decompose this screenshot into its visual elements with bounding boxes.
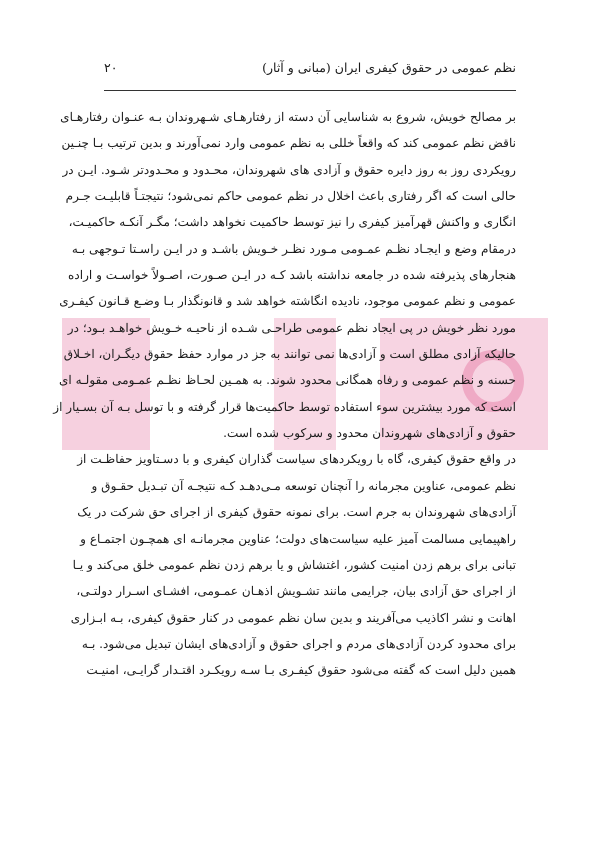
- text-line-paragraph-end: حقوق و آزادی‌های شهروندان محدود و سرکوب شده است.: [223, 426, 516, 441]
- text-line: راهپیمایی مسالمت آمیز علیه سیاست‌های دولت؛ عناوین مجرمانـه ای همچـون اجتمـاع و: [80, 531, 516, 546]
- text-line: در واقع حقوق کیفری، گاه با رویکردهای سیاست گذاران کیفری و با دسـتاویز حفاظـت از: [77, 452, 516, 467]
- text-line: آزادی‌های شهروندان به جرم است. برای نمونه حقوق کیفری از اجرای حق شرکت در یک: [77, 505, 516, 520]
- text-line: برای محدود کردن آزادی‌های مردم و اجرای حقوق و آزادی‌های ایشان تبدیل می‌شود. بـه: [81, 636, 516, 651]
- page-number: ۲۰: [104, 60, 118, 75]
- text-line: اهانت و نشر اکاذیب می‌آفریند و بدین سان نظم عمومی در کنار حقوق کیفری، بـه ابـزاری: [70, 610, 516, 625]
- text-line: حالیکه آزادی مطلق است و آزادی‌ها نمی توانند به جز در موارد حفظ حقوق دیگـران، اخـلاق: [63, 347, 516, 362]
- text-line: درمقام وضع و ایجـاد نظـم عمـومی مـورد نظـر خـویش باشـد و در ایـن راسـتا تـوجهی بـه: [71, 241, 516, 256]
- text-line: عمومی و نظم عمومی موجود، نادیده انگاشته خواهد شد و قانونگذار بـا وضـع قـانون کیفـری: [59, 294, 516, 309]
- header-title: نظم عمومی در حقوق کیفری ایران (مبانی و آثار): [262, 60, 516, 75]
- text-line: بر مصالح خویش، شروع به شناسایی آن دسته از رفتارهـای شـهروندان بـه عنـوان رفتارهـای: [60, 110, 516, 124]
- text-line: نظم عمومی، عناوین مجرمانه را آنچنان توسعه مـی‌دهـد کـه نتیجـه آن تبـدیل حقـوق و: [91, 478, 516, 493]
- text-line: همین دلیل است که گفته می‌شود حقوق کیفـری بـا سـه رویکـرد اقتـدار گرایـی، امنیـت: [86, 663, 516, 678]
- running-header: [104, 60, 516, 80]
- text-line: ناقض نظم عمومی کند که واقعاً خللی به نظم عمومی وارد نمی‌آورند و بدین ترتیب بـا چنـین: [61, 136, 516, 151]
- header-divider: [104, 90, 516, 91]
- text-line: از اجرای حق آزادی بیان، جرایمی مانند تشـویش اذهـان عمـومی، افشـای اسـرار دولتـی،: [76, 584, 516, 599]
- text-line: انگاری و واکنش قهرآمیز کیفری را نیز توسط حاکمیت نخواهد داشت؛ مگـر آنکـه حاکمیـت،: [68, 215, 516, 230]
- text-line: رویکردی روز به روز دایره حقوق و آزادی های شهروندان، محـدود و محـدودتر شـود. ایـن در: [62, 162, 516, 177]
- body-text: [53, 104, 516, 684]
- text-line: مورد نظر خویش در پی ایجاد نظم عمومی طراحـی شـده از ناحیـه خـویش خواهـد بـود؛ در: [67, 320, 516, 335]
- text-line: حالی است که اگر رفتاری باعث اخلال در نظم عمومی حاکم نمی‌شود؛ نتیجتـاً قابلیـت جـرم: [65, 189, 516, 204]
- text-line: هنجارهای پذیرفته شده در جامعه نداشته باشد کـه در ایـن صـورت، اصـولاً خواسـت و اراده: [68, 268, 516, 283]
- text-line: حسنه و نظم عمومی و رفاه همگانی محدود شوند. به همـین لحـاظ نظـم عمـومی مقولـه ای: [58, 373, 516, 388]
- text-line: تبانی برای برهم زدن امنیت کشور، اغتشاش و یا برهم زدن نظم عمومی خلق می‌کند و یـا: [72, 557, 516, 572]
- text-line: است که مورد بیشترین سوء استفاده توسط حاکمیت‌ها قرار گرفته و با توسل بـه آن بسـیار از: [53, 399, 516, 414]
